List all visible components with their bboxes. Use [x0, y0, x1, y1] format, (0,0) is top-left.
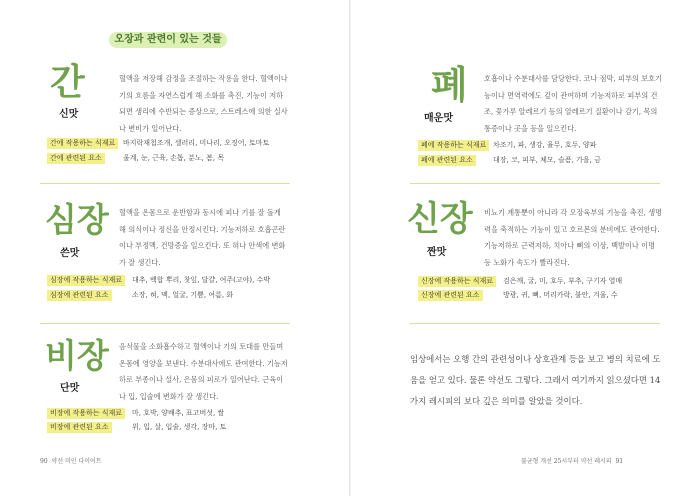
right-folio — [521, 456, 623, 465]
running-title: 약선 미인 다이어트 — [51, 458, 102, 465]
taste-spleen: 단맛 — [60, 383, 80, 394]
heart-related: 소장, 혀, 맥, 얼굴, 기쁨, 여름, 화 — [132, 291, 234, 299]
liver-related: 울계, 눈, 근육, 손톱, 분노, 봄, 목 — [123, 154, 225, 162]
spleen-foods: 마, 호박, 양배추, 표고버섯, 쌀 — [132, 409, 225, 417]
page-number: 91 — [615, 458, 624, 465]
divider — [410, 323, 660, 324]
organ-lung: 폐 — [431, 62, 468, 107]
taste-liver: 신맛 — [59, 109, 79, 120]
liver-foods-label: 간에 작용하는 식재료 — [47, 138, 118, 149]
liver-related-label: 간에 관련된 요소 — [47, 153, 105, 164]
heart-foods-label: 심장에 작용하는 식재료 — [47, 275, 125, 286]
organ-spleen: 비장 — [45, 336, 109, 375]
spleen-foods-label: 비장에 작용하는 식재료 — [47, 408, 125, 419]
kidney-foods-label: 신장에 작용하는 식재료 — [418, 276, 496, 287]
divider — [40, 323, 290, 324]
page-number: 90 — [40, 458, 48, 465]
clinical-note: 임상에서는 오행 간의 관련성이나 상호관계 등을 보고 병의 치료에 도움을 얻고 있다. 물론 약선도 그렇다. 그래서 여기까지 읽으셨다면 14가지 레시피의 보다 깊은 의미를 알았을 것이다. — [410, 354, 661, 406]
organ-liver: 간 — [50, 61, 85, 103]
heart-related-label: 심장에 관련된 요소 — [47, 290, 112, 301]
right-page — [350, 0, 700, 496]
lung-related-label: 폐에 관련된 요소 — [418, 155, 476, 166]
section-title: 오장과 관련이 있는 것들 — [109, 32, 227, 48]
kidney-foods: 검은깨, 굴, 미, 호두, 부추, 구기자 열매 — [503, 277, 623, 285]
kidney-description: 비뇨기 계통뿐이 아니라 각 오장육부의 기능을 촉진, 생명력을 축적하는 기능이 있고 호르몬의 분비에도 관여한다. 기능저하로 근력저하, 치아나 뼈의 이상, 백발이나 이명 등 노화가 속도가 빨라진다. — [484, 208, 662, 267]
divider — [410, 183, 660, 184]
organ-kidney: 신장 — [407, 199, 473, 239]
kidney-related-label: 신장에 관련된 요소 — [418, 290, 483, 301]
liver-description: 혈액을 저장해 감정을 조절하는 작용을 한다. 혈액이나 기의 흐름을 자연스럽게 해 소화를 촉진, 기능이 저하되면 생리에 수반되는 증상으로, 스트레스에 의한 실사나 변비가 일어난다. — [119, 74, 288, 133]
spleen-related: 위, 입, 살, 입술, 생각, 장마, 토 — [132, 423, 227, 431]
spleen-related-label: 비장에 관련된 요소 — [47, 422, 112, 433]
divider — [40, 183, 290, 184]
taste-kidney: 짠맛 — [427, 247, 447, 258]
left-folio — [40, 456, 102, 465]
lung-foods: 차조기, 파, 생강, 율무, 호두, 양파 — [493, 141, 597, 149]
lung-foods-label: 폐에 작용하는 식재료 — [418, 140, 489, 151]
taste-heart: 쓴맛 — [60, 248, 80, 259]
liver-foods: 바지락재첩조개, 셀러리, 미나리, 오징어, 토마토 — [123, 139, 270, 147]
kidney-related: 방광, 귀, 뼈, 머리카락, 불안, 겨울, 수 — [503, 291, 618, 299]
lung-description: 호흡이나 수분대사를 담당한다. 코나 점막, 피부의 보호기능이나 면역력에도 깊이 관여하며 기능저하로 피부의 건조, 꽃가루 알레르기 등의 알레르기 질환이나 감기, 목의 통증이나 곳을 등을 일으킨다. — [484, 74, 662, 133]
heart-description: 혈액을 온몸으로 운반함과 동시에 피나 기를 잘 돌게 해 의식이나 정신을 안정시킨다. 기능저하로 호흡곤란이나 부정맥, 건망증을 일으킨다. 또 혀나 안색에 변화가 잘 생긴다. — [119, 208, 286, 267]
spleen-description: 음식물을 소화흡수하고 혈액이나 기의 토대를 만들며 온몸에 영양을 보낸다. 수분대사에도 관여한다. 기능저하로 부종이나 설사, 은몸의 피로가 일어난다. 근육이나 입, 입술에 변화가 잘 생긴다. — [119, 342, 288, 401]
running-title: 불균형 개선 25시부터 약선 레시피 — [521, 458, 612, 465]
lung-related: 대장, 코, 피부, 체모, 슬픔, 가을, 금 — [493, 156, 601, 164]
heart-foods: 대추, 백합 뿌리, 찻잎, 달걀, 여주(고야), 수박 — [132, 276, 271, 284]
organ-heart: 심장 — [45, 200, 109, 239]
taste-lung: 매운맛 — [424, 113, 453, 124]
